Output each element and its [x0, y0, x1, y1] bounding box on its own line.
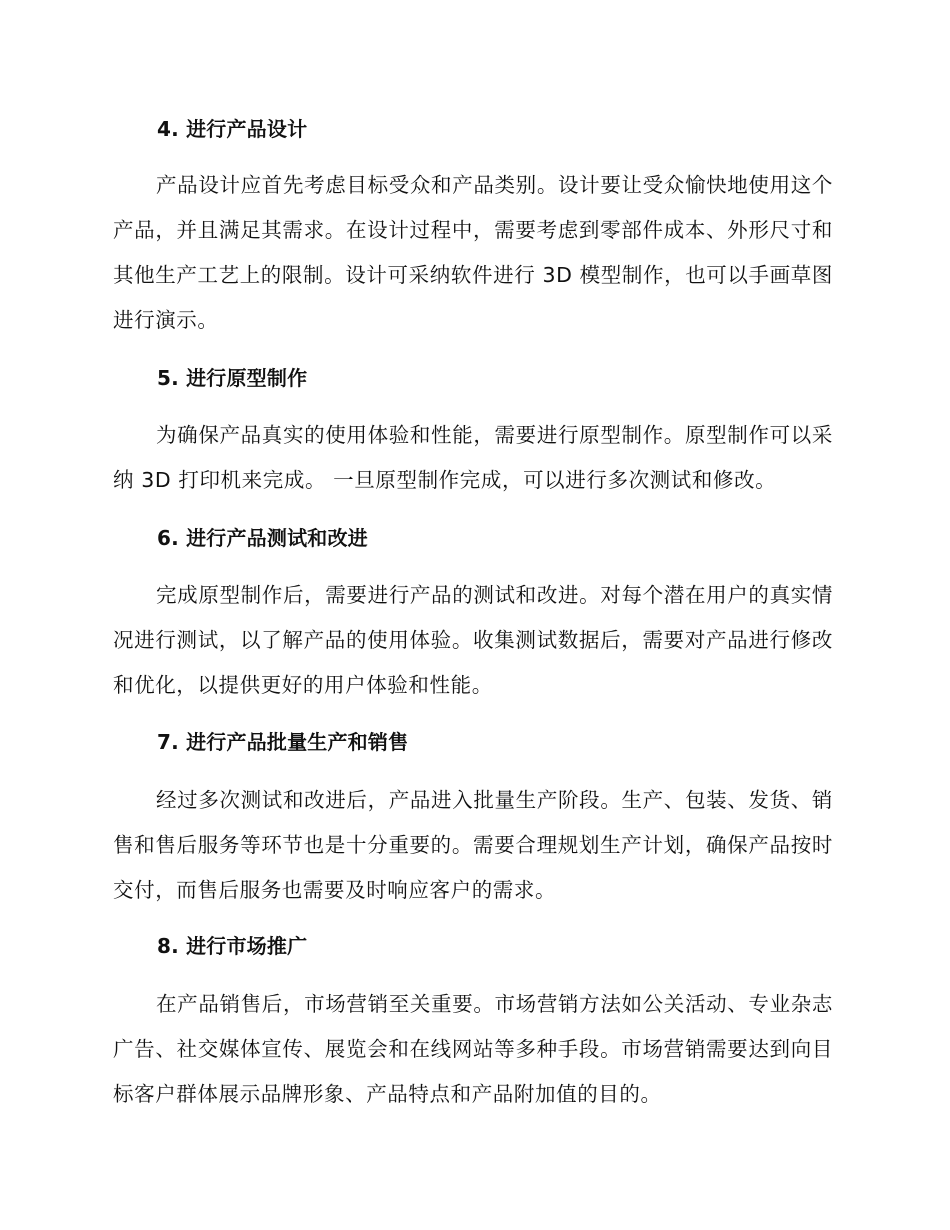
section-body-product-design: 产品设计应首先考虑目标受众和产品类别。设计要让受众愉快地使用这个产品，并且满足其需求。在设计过程中，需要考虑到零部件成本、外形尺寸和其他生产工艺上的限制。设计可采纳软件进行 3D 模型制作，也可以手画草图进行演示。	[113, 173, 833, 332]
section-body-testing: 完成原型制作后，需要进行产品的测试和改进。对每个潜在用户的真实情况进行测试，以了解产品的使用体验。收集测试数据后，需要对产品进行修改和优化，以提供更好的用户体验和性能。	[113, 583, 833, 697]
section-body-mass-production: 经过多次测试和改进后，产品进入批量生产阶段。生产、包装、发货、销售和售后服务等环节也是十分重要的。需要合理规划生产计划，确保产品按时交付，而售后服务也需要及时响应客户的需求。	[113, 788, 833, 902]
section-body-prototyping: 为确保产品真实的使用体验和性能，需要进行原型制作。原型制作可以采纳 3D 打印机来完成。 一旦原型制作完成，可以进行多次测试和修改。	[113, 423, 833, 492]
section-heading-prototyping: 5. 进行原型制作	[157, 366, 308, 390]
section-heading-testing: 6. 进行产品测试和改进	[157, 526, 368, 550]
section-heading-product-design: 4. 进行产品设计	[157, 117, 308, 141]
section-heading-marketing: 8. 进行市场推广	[157, 934, 308, 958]
section-heading-mass-production: 7. 进行产品批量生产和销售	[157, 730, 409, 754]
section-body-marketing: 在产品销售后，市场营销至关重要。市场营销方法如公关活动、专业杂志广告、社交媒体宣传、展览会和在线网站等多种手段。市场营销需要达到向目标客户群体展示品牌形象、产品特点和产品附加值的目的。	[113, 992, 833, 1106]
